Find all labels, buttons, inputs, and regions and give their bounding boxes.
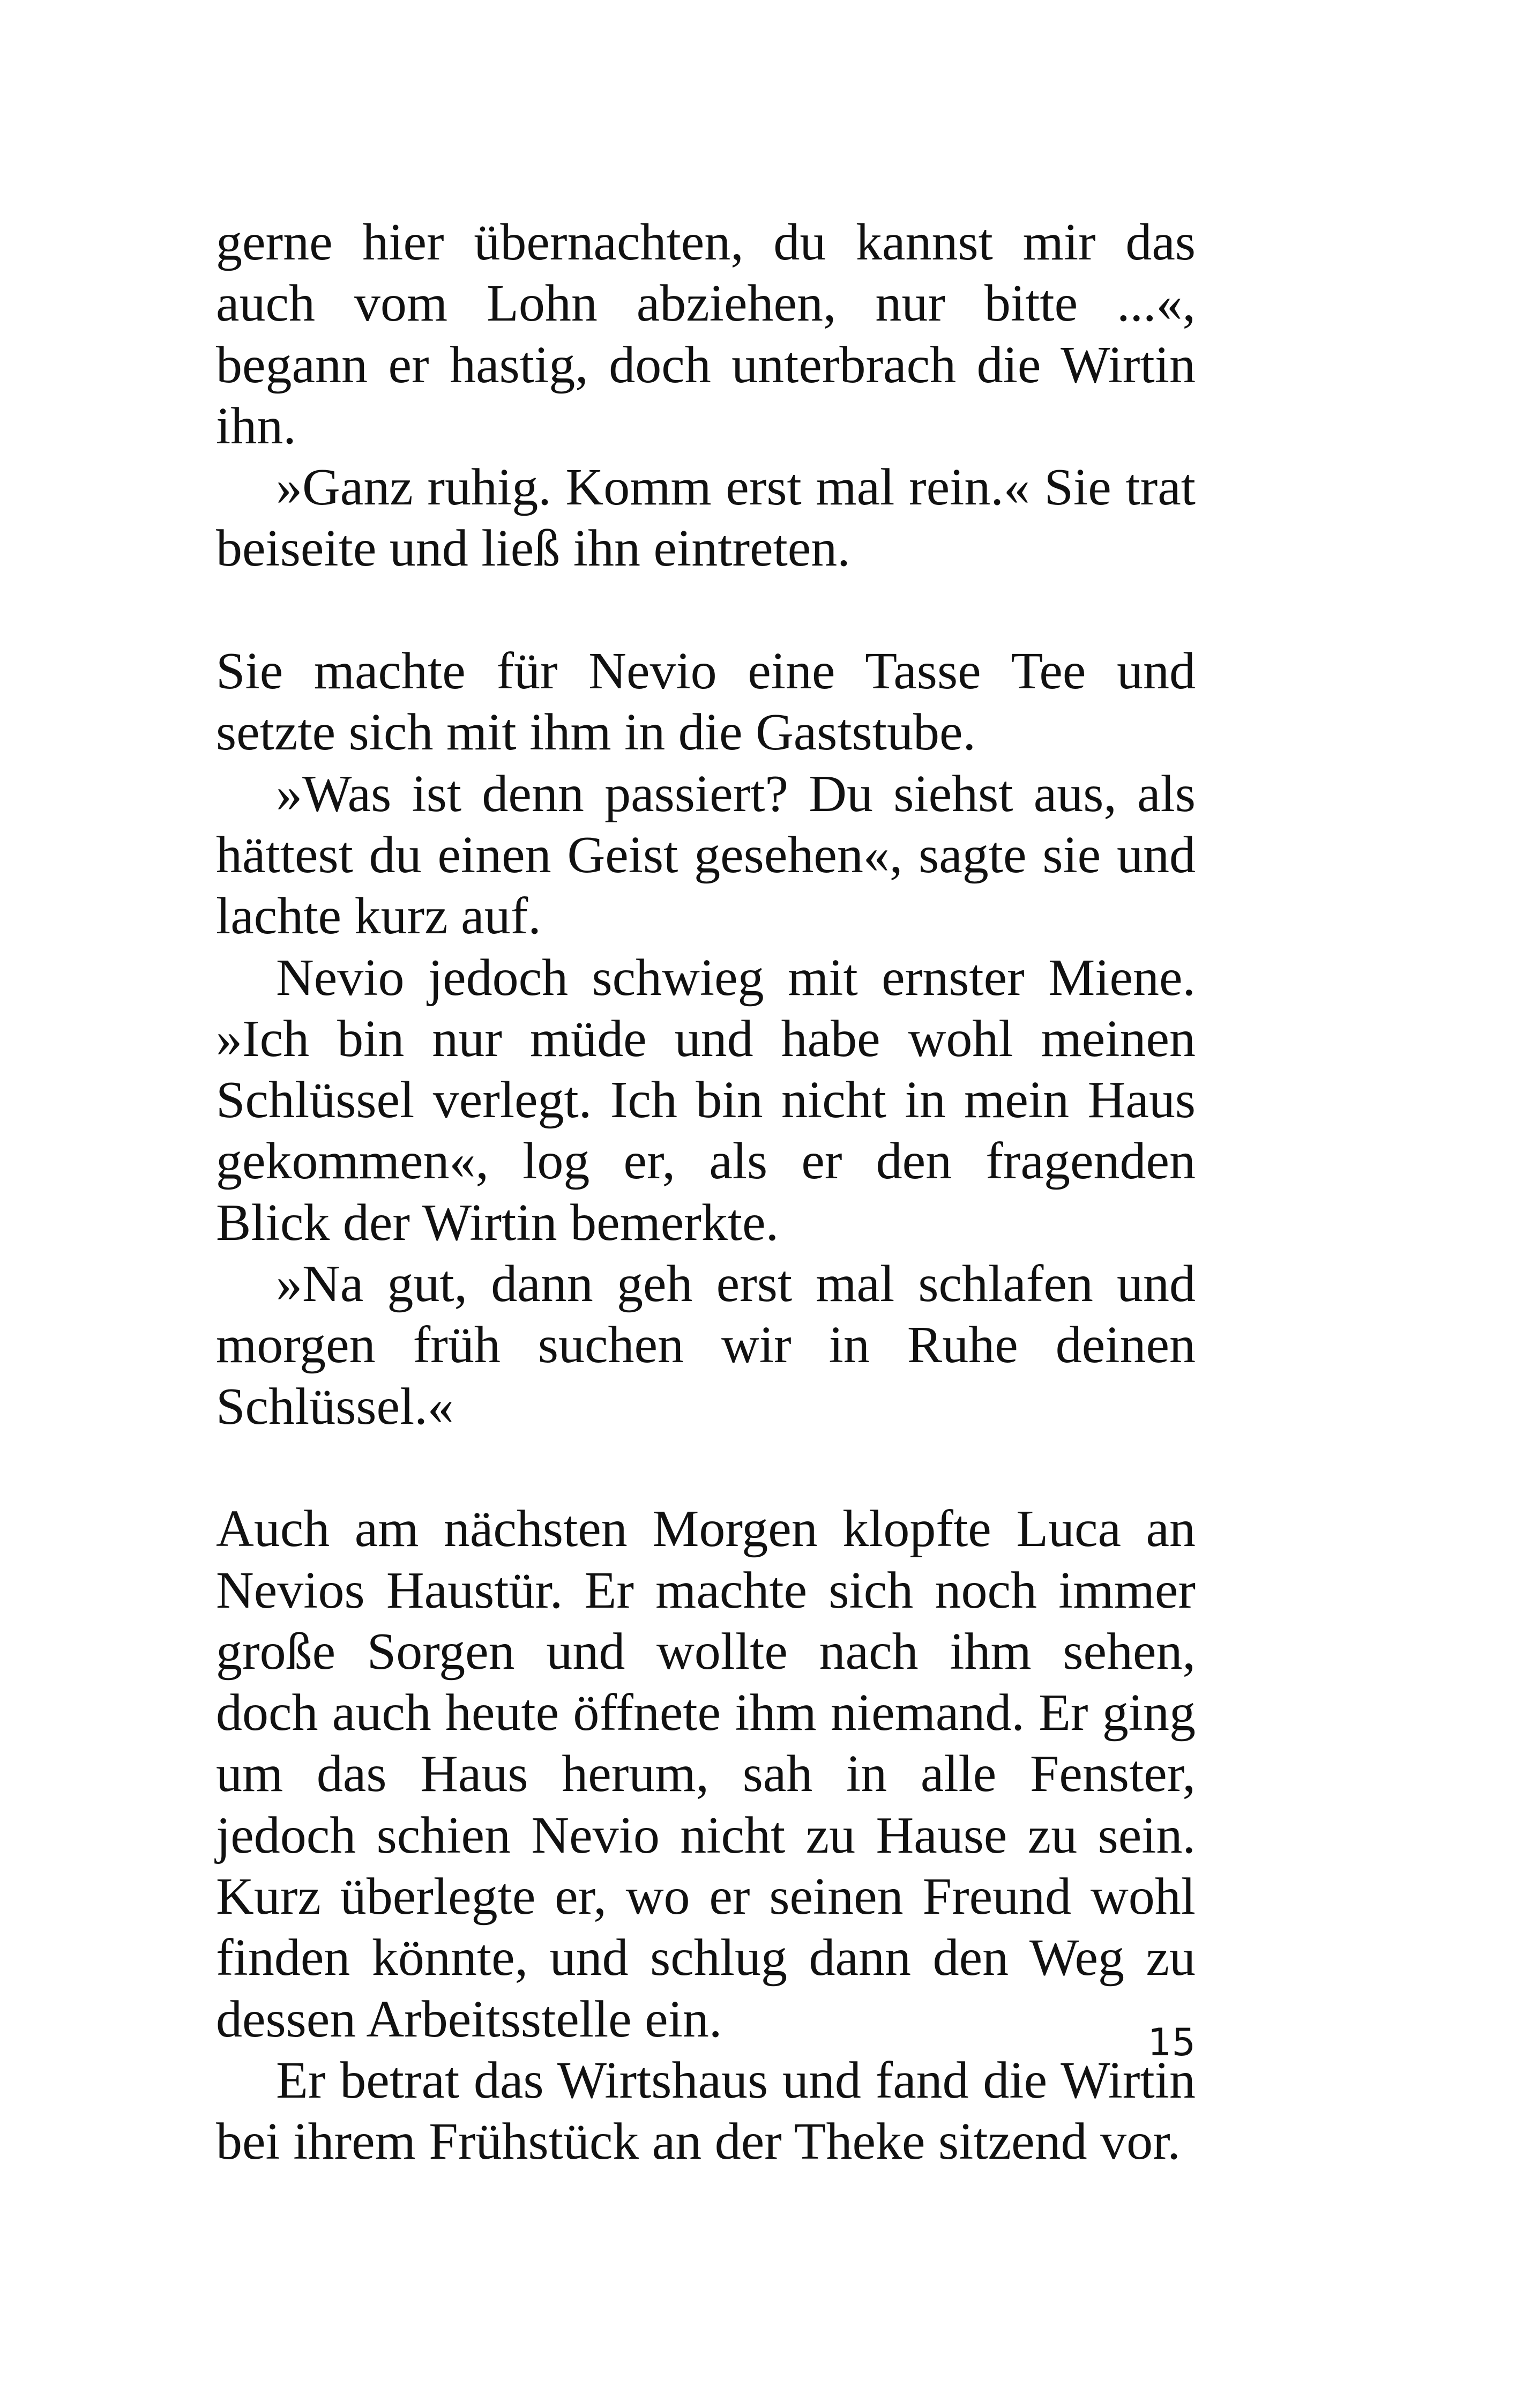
scene-break [216, 579, 1196, 641]
paragraph: »Na gut, dann geh erst mal schlafen und morgen früh suchen wir in Ruhe deinen Schlüssel.« [216, 1255, 1196, 1436]
paragraph: Nevio jedoch schwieg mit ernster Miene. »Ich bin nur müde und habe wohl meinen Schlüssel verlegt. Ich bin nicht in mein Haus gekommen«, log er, als er den fragenden Blick der Wirtin bemerkte. [216, 948, 1196, 1252]
paragraph: »Ganz ruhig. Komm erst mal rein.« Sie trat beiseite und ließ ihn eintreten. [216, 458, 1196, 578]
paragraph: »Was ist denn passiert? Du siehst aus, als hättest du einen Geist gesehen«, sagte sie und lachte kurz auf. [216, 764, 1196, 946]
paragraph: gerne hier übernachten, du kannst mir das auch vom Lohn abziehen, nur bitte ...«, begann er hastig, doch unterbrach die Wirtin ihn. [216, 213, 1196, 455]
paragraph: Er betrat das Wirtshaus und fand die Wirtin bei ihrem Frühstück an der Theke sitzend vor. [216, 2051, 1196, 2171]
paragraph: Auch am nächsten Morgen klopfte Luca an Nevios Haustür. Er machte sich noch immer große Sorgen und wollte nach ihm sehen, doch auch heute öffnete ihm niemand. Er ging um das Haus herum, sah in alle Fenster, jedoch schien Nevio nicht zu Hause zu sein. Kurz überlegte er, wo er seinen Freund wohl finden könnte, und schlug dann den Weg zu dessen Arbeitsstelle ein. [216, 1500, 1196, 2048]
page-number: 15 [1147, 2020, 1196, 2064]
scene-break [216, 1437, 1196, 1498]
paragraph: Sie machte für Nevio eine Tasse Tee und setzte sich mit ihm in die Gaststube. [216, 642, 1196, 762]
body-text [216, 212, 1196, 2173]
